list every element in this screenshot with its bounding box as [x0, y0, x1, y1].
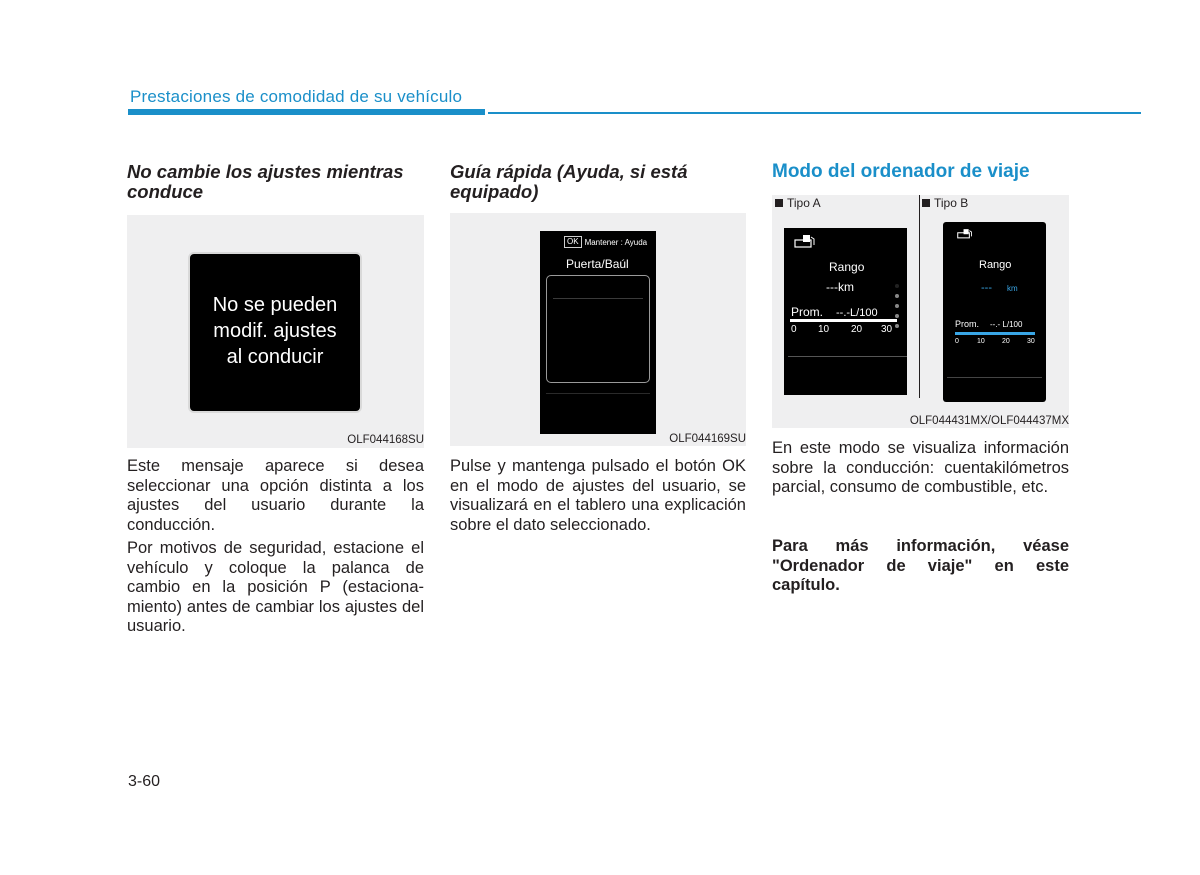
square-bullet-icon [922, 199, 930, 207]
menu-item-label: Puerta/Baúl [566, 257, 629, 271]
type-a-label: Tipo A [775, 196, 821, 210]
menu-list-frame [546, 275, 650, 383]
col1-paragraph-2: Por motivos de seguridad, estacione el vehículo y coloque la palanca de cambio en la posición P (estaciona-miento) antes de cambiar los ajustes del usuario. [127, 539, 424, 635]
square-bullet-icon [775, 199, 783, 207]
section-header-title: Prestaciones de comodidad de su vehículo [130, 87, 463, 106]
page-dots-icon [893, 283, 901, 329]
average-value: --.-L/100 [836, 307, 878, 319]
average-value: --.- L/100 [990, 320, 1023, 329]
consumption-bar [955, 332, 1035, 335]
cluster-screen-type-b [943, 222, 1046, 402]
scale-30: 30 [881, 324, 893, 335]
range-label: Rango [829, 260, 865, 274]
col2-paragraph-1: Pulse y mantenga pulsado el botón OK en el modo de ajustes del usuario, se visualizará en el tablero una explicación sobre el dato seleccionado. [450, 457, 746, 534]
cluster-screen-type-a [784, 228, 907, 395]
screen-divider [788, 356, 907, 357]
range-value: --- [981, 282, 992, 294]
header-rule-thin [488, 112, 1141, 114]
page-number: 3-60 [128, 773, 161, 790]
col1-heading: No cambie los ajustes mientras conduce [127, 161, 404, 202]
scale-20: 20 [851, 324, 863, 335]
figure-code: OLF044431MX/OLF044437MX [909, 415, 1069, 427]
warning-message: No se pueden modif. ajustes al conducir [212, 294, 338, 368]
figure-code: OLF044169SU [669, 433, 746, 445]
range-unit: km [1007, 284, 1018, 293]
scale-20: 20 [1002, 338, 1010, 345]
col3-paragraph-2: Para más información, véase "Ordenador de viaje" en este capítulo. [772, 537, 1069, 594]
col3-paragraph-1: En este modo se visualiza información sobre la conducción: cuentakilómetros parcial, consumo de combustible, etc. [772, 439, 1069, 496]
screen-divider [546, 393, 650, 394]
range-label: Rango [979, 259, 1012, 271]
scale-10: 10 [818, 324, 830, 335]
fuel-pump-icon [794, 234, 816, 248]
figure-divider [919, 195, 920, 398]
figure-quick-guide [450, 213, 746, 446]
col2-heading: Guía rápida (Ayuda, si está equipado) [450, 161, 688, 202]
screen-top-label: Mantener : Ayuda [584, 237, 648, 247]
menu-divider [553, 298, 643, 299]
col1-paragraph-1: Este mensaje aparece si desea seleccionar una opción distinta a los ajustes del usuario durante la conducción. [127, 457, 424, 534]
header-rule-thick [128, 109, 485, 115]
scale-0: 0 [955, 338, 959, 345]
scale-0: 0 [791, 324, 797, 335]
fuel-pump-icon [957, 228, 973, 239]
figure-trip-computer [772, 195, 1069, 428]
figure-code: OLF044168SU [347, 434, 424, 446]
col3-heading: Modo del ordenador de viaje [772, 161, 1030, 182]
average-label: Prom. [955, 319, 980, 329]
scale-30: 30 [1027, 338, 1035, 345]
type-b-label: Tipo B [922, 196, 968, 210]
cluster-screen [540, 231, 656, 434]
range-value: ---km [826, 280, 854, 294]
screen-divider [947, 377, 1042, 378]
screen-top-bar [564, 236, 647, 248]
average-label: Prom. [791, 305, 824, 319]
ok-badge: OK [564, 236, 582, 248]
scale-10: 10 [977, 338, 985, 345]
warning-display [188, 252, 362, 413]
figure-settings-lock [127, 215, 424, 448]
consumption-bar [790, 319, 897, 322]
